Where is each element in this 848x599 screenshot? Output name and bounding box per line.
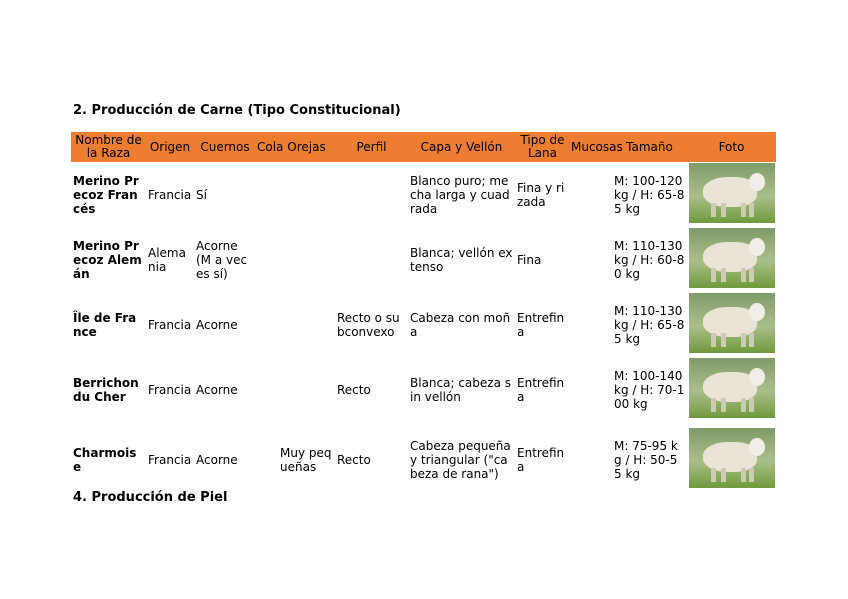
- coat-cell: Cabeza con moña: [410, 310, 511, 339]
- origin-cell: Francia: [148, 382, 192, 397]
- tail-cell: [256, 227, 278, 292]
- breed-name: Merino Precoz Francés: [73, 173, 139, 216]
- coat-cell: Cabeza pequeña y triangular ("cabeza de rana"): [410, 438, 511, 481]
- column-header: Foto: [718, 139, 745, 154]
- coat-cell: Blanco puro; mecha larga y cuadrada: [410, 173, 510, 216]
- photo-cell: [687, 357, 776, 422]
- breed-name: Merino Precoz Alemán: [73, 238, 142, 281]
- wool-type-cell: Entrefina: [517, 375, 565, 404]
- origin-cell: Francia: [148, 317, 192, 332]
- horns-cell: Acorne: [196, 317, 238, 332]
- column-header: Mucosas: [571, 139, 623, 154]
- breeds-table: [71, 132, 776, 497]
- column-header: Cola: [257, 139, 284, 154]
- ears-cell: [278, 227, 335, 292]
- horns-cell: Acorne: [196, 382, 238, 397]
- column-header: Cuernos: [200, 139, 250, 154]
- column-header: Capa y Vellón: [420, 139, 503, 154]
- wool-type-cell: Entrefina: [517, 310, 565, 339]
- tail-cell: [256, 292, 278, 357]
- sheep-photo: [689, 228, 775, 288]
- column-header: Tipo de Lana: [520, 133, 565, 160]
- mucosa-cell: [570, 292, 612, 357]
- column-header: Tamaño: [626, 139, 673, 154]
- tail-cell: [256, 357, 278, 422]
- ears-cell: [278, 357, 335, 422]
- column-header: Perfil: [356, 139, 387, 154]
- table-row: [71, 162, 776, 227]
- breed-name: Île de France: [73, 310, 137, 339]
- sheep-photo: [689, 428, 775, 488]
- horns-cell: Acorne (M a veces sí): [196, 238, 248, 281]
- mucosa-cell: [570, 162, 612, 227]
- origin-cell: Francia: [148, 452, 192, 467]
- column-header: Nombre de la Raza: [75, 133, 142, 160]
- size-cell: M: 100-120 kg / H: 65-85 kg: [614, 173, 685, 216]
- coat-cell: Blanca; cabeza sin vellón: [410, 375, 512, 404]
- profile-cell: Recto o subconvexo: [337, 310, 400, 339]
- breed-name: Charmoise: [73, 445, 137, 474]
- column-header: Origen: [149, 139, 191, 154]
- photo-cell: [687, 162, 776, 227]
- mucosa-cell: [570, 422, 612, 497]
- coat-cell: Blanca; vellón extenso: [410, 245, 513, 274]
- table-row: [71, 227, 776, 292]
- tail-cell: [256, 422, 278, 497]
- table-row: [71, 422, 776, 497]
- table-row: [71, 357, 776, 422]
- table-row: [71, 292, 776, 357]
- origin-cell: Francia: [148, 187, 192, 202]
- ears-cell: [278, 162, 335, 227]
- size-cell: M: 75-95 kg / H: 50-55 kg: [614, 438, 678, 481]
- size-cell: M: 110-130 kg / H: 60-80 kg: [614, 238, 685, 281]
- photo-cell: [687, 422, 776, 497]
- horns-cell: Sí: [196, 187, 207, 202]
- photo-cell: [687, 292, 776, 357]
- wool-type-cell: Fina y rizada: [517, 180, 565, 209]
- breed-name: Berrichon du Cher: [73, 375, 139, 404]
- size-cell: M: 110-130 kg / H: 65-85 kg: [614, 303, 685, 346]
- wool-type-cell: Fina: [517, 252, 542, 267]
- column-header: Orejas: [287, 139, 326, 154]
- wool-type-cell: Entrefina: [517, 445, 565, 474]
- sheep-photo: [689, 358, 775, 418]
- photo-cell: [687, 227, 776, 292]
- profile-cell: [335, 227, 408, 292]
- section-heading-skin: 4. Producción de Piel: [73, 490, 228, 505]
- profile-cell: Recto: [337, 452, 371, 467]
- table-header-row: [71, 132, 776, 162]
- horns-cell: Acorne: [196, 452, 238, 467]
- ears-cell: Muy pequeñas: [280, 445, 332, 474]
- section-heading-meat: 2. Producción de Carne (Tipo Constitucional): [73, 103, 401, 118]
- sheep-photo: [689, 163, 775, 223]
- size-cell: M: 100-140 kg / H: 70-100 kg: [614, 368, 685, 411]
- sheep-photo: [689, 293, 775, 353]
- tail-cell: [256, 162, 278, 227]
- profile-cell: [335, 162, 408, 227]
- mucosa-cell: [570, 227, 612, 292]
- mucosa-cell: [570, 357, 612, 422]
- origin-cell: Alemania: [148, 245, 186, 274]
- ears-cell: [278, 292, 335, 357]
- profile-cell: Recto: [337, 382, 371, 397]
